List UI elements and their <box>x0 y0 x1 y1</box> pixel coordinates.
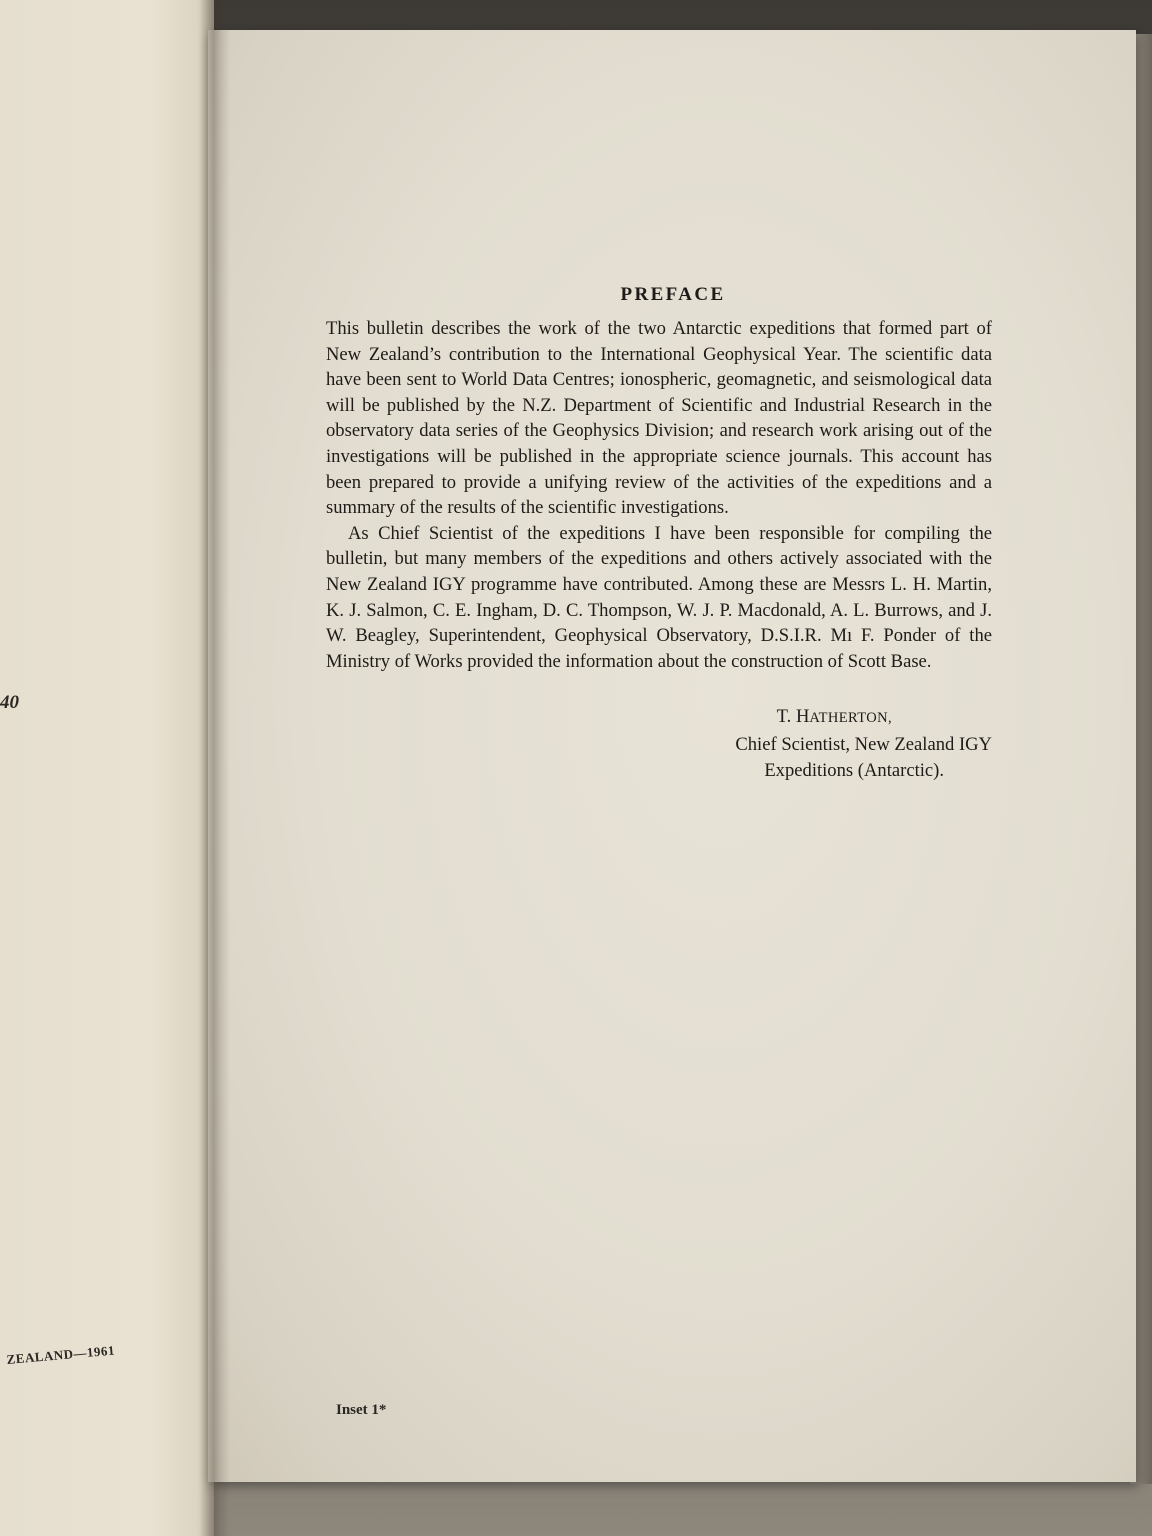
signature-block <box>326 704 992 783</box>
signature-org: Expeditions (Antarctic). <box>764 759 944 781</box>
signature-name-initial: T. H <box>776 706 810 728</box>
signature-name <box>326 704 992 732</box>
preface-paragraph-1: This bulletin describes the work of the two Antarctic expeditions that formed part of New Zealand’s contribution to the International Geophysical Year. The scientific data have been sent to World Data Centres; ionospheric, geomagnetic, and seismological data will be published by the N.Z. Department of Scientific and Industrial Research in the observatory data series of the Geophysics Division; and research work arising out of the investigations will be published in the appropriate science journals. This account has been prepared to provide a unifying review of the activities of the expeditions and a summary of the results of the scientific investigations. <box>326 318 992 519</box>
right-page <box>208 30 1136 1482</box>
preface-paragraph-2: As Chief Scientist of the expeditions I have been responsible for compiling the bulletin, but many members of the expeditions and others actively associated with the New Zealand IGY programme have contributed. Among these are Messrs L. H. Martin, K. J. Salmon, C. E. Ingham, D. C. Thompson, W. J. P. Macdonald, A. L. Burrows, and J. W. Beagley, Superintendent, Geophysical Observatory, D.S.I.R. Mı F. Ponder of the Ministry of Works provided the information about the construction of Scott Base. <box>326 522 992 672</box>
signature-title: Chief Scientist, New Zealand IGY <box>735 733 992 755</box>
book-gutter-shadow <box>200 0 230 1536</box>
inset-mark: Inset 1* <box>336 1402 387 1418</box>
left-page <box>0 0 214 1536</box>
preface-heading: PREFACE <box>620 284 726 305</box>
left-page-footer-fragment: ZEALAND—1961 <box>6 1342 116 1367</box>
preface-content <box>326 284 992 783</box>
signature-name-rest: ATHERTON, <box>809 710 892 727</box>
left-page-number-fragment: 40 <box>0 692 19 713</box>
